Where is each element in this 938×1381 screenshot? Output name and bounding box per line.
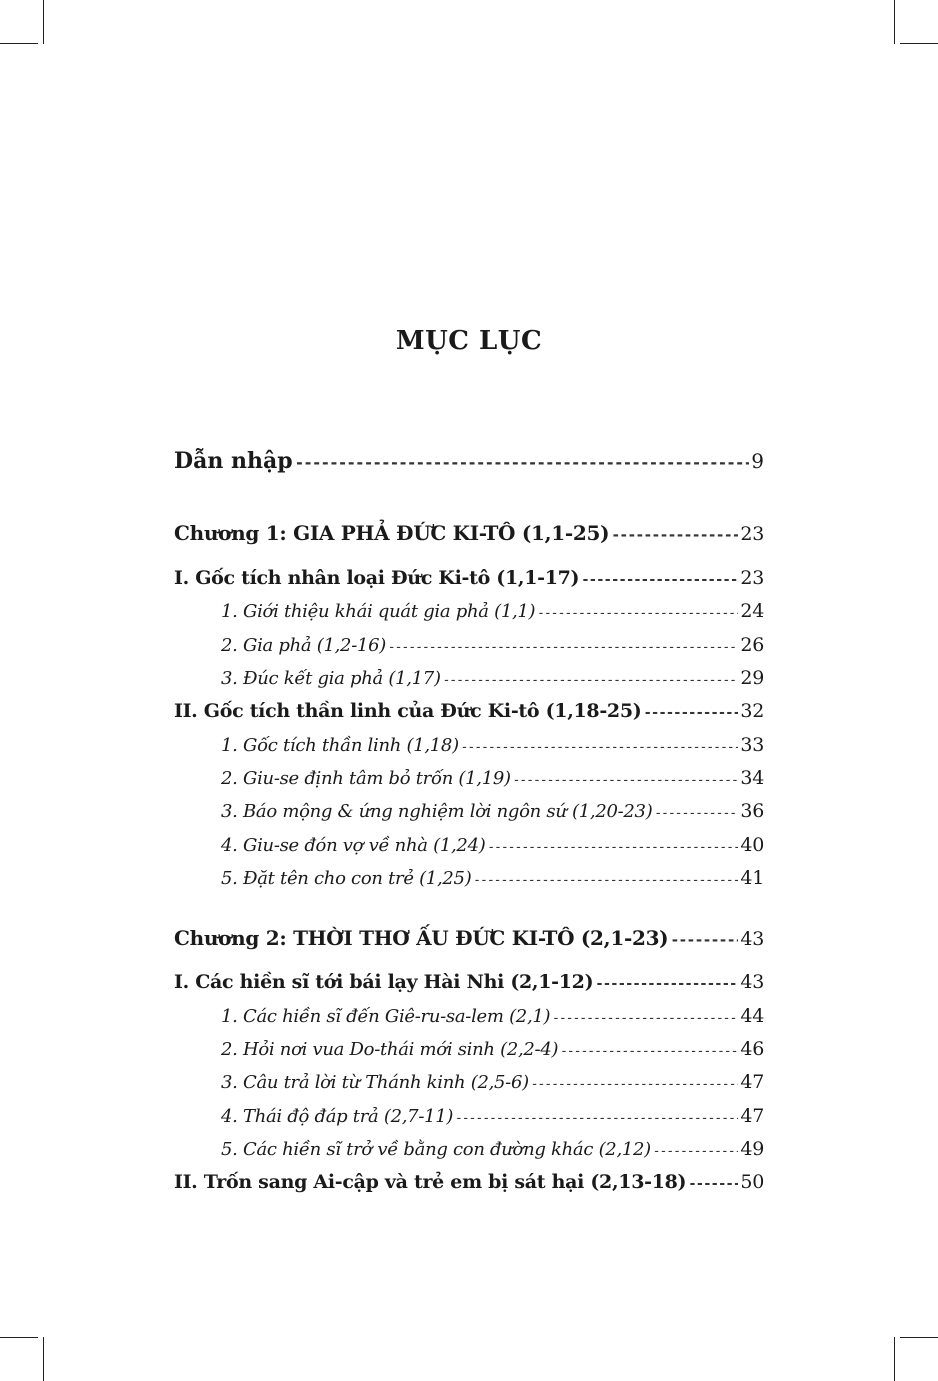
toc-page-number: 46 [740, 1038, 764, 1060]
crop-mark-bottom-right-vertical [894, 1337, 895, 1381]
toc-entry-subsection[interactable] [174, 767, 764, 789]
toc-page-number: 47 [740, 1071, 764, 1093]
crop-mark-top-left-horizontal [0, 43, 38, 44]
toc-entry-section[interactable] [174, 1171, 764, 1193]
toc-page-number: 43 [740, 971, 764, 993]
toc-label: 1. Các hiền sĩ đến Giê-ru-sa-lem (2,1) [221, 1006, 551, 1027]
table-of-contents [174, 0, 764, 1381]
crop-mark-top-right-horizontal [900, 43, 938, 44]
toc-label: 2. Hỏi nơi vua Do-thái mới sinh (2,2-4) [221, 1039, 559, 1060]
toc-label: Chương 2: THỜI THƠ ẤU ĐỨC KI-TÔ (2,1-23) [174, 926, 669, 950]
leader-dots [455, 1111, 738, 1126]
leader-dots [611, 526, 738, 544]
toc-entry-chapter[interactable] [174, 926, 764, 950]
toc-entry-subsection[interactable] [174, 1005, 764, 1027]
leader-dots [688, 1176, 738, 1192]
toc-entry-subsection[interactable] [174, 1138, 764, 1160]
toc-page-number: 24 [740, 600, 764, 622]
toc-page-number: 50 [740, 1171, 764, 1193]
toc-label: 4. Giu-se đón vợ về nhà (1,24) [221, 835, 486, 856]
toc-entry-subsection[interactable] [174, 800, 764, 822]
toc-page-number: 26 [740, 634, 764, 656]
leader-dots [388, 640, 738, 655]
toc-entry-subsection[interactable] [174, 1038, 764, 1060]
toc-label: II. Trốn sang Ai-cập và trẻ em bị sát hại (2,13-18) [174, 1171, 687, 1193]
toc-label: 5. Đặt tên cho con trẻ (1,25) [221, 868, 472, 889]
crop-mark-top-left-vertical [43, 0, 44, 44]
toc-entry-subsection[interactable] [174, 1071, 764, 1093]
toc-label: Dẫn nhập [174, 448, 293, 474]
toc-page-number: 23 [740, 567, 764, 589]
toc-label: II. Gốc tích thần linh của Đức Ki-tô (1,18-25) [174, 700, 642, 722]
page-title: MỤC LỤC [395, 326, 543, 356]
toc-page-number: 33 [740, 734, 764, 756]
toc-entry-intro[interactable] [174, 448, 764, 474]
leader-dots [654, 806, 738, 821]
toc-page-number: 36 [740, 800, 764, 822]
leader-dots [461, 740, 739, 755]
toc-entry-subsection[interactable] [174, 734, 764, 756]
leader-dots [487, 840, 738, 855]
toc-label: I. Gốc tích nhân loại Đức Ki-tô (1,1-17) [174, 567, 580, 589]
toc-page-number: 29 [740, 667, 764, 689]
crop-mark-bottom-left-horizontal [0, 1337, 38, 1338]
toc-entry-subsection[interactable] [174, 867, 764, 889]
toc-page-number: 44 [740, 1005, 764, 1027]
toc-page-number: 9 [751, 449, 764, 473]
leader-dots [552, 1011, 738, 1026]
toc-page-number: 49 [740, 1138, 764, 1160]
toc-entry-subsection[interactable] [174, 834, 764, 856]
toc-label: 3. Đúc kết gia phả (1,17) [221, 668, 441, 689]
crop-mark-top-right-vertical [894, 0, 895, 44]
toc-entry-section[interactable] [174, 700, 764, 722]
toc-label: 4. Thái độ đáp trả (2,7-11) [221, 1106, 454, 1127]
toc-entry-section[interactable] [174, 567, 764, 589]
toc-page-number: 41 [740, 867, 764, 889]
toc-page-number: 40 [740, 834, 764, 856]
leader-dots [443, 673, 739, 688]
toc-entry-chapter[interactable] [174, 521, 764, 545]
leader-dots [643, 705, 738, 721]
leader-dots [670, 931, 738, 949]
leader-dots [653, 1144, 739, 1159]
toc-label: 2. Gia phả (1,2-16) [221, 635, 387, 656]
leader-dots [473, 873, 738, 888]
toc-label: 3. Câu trả lời từ Thánh kinh (2,5-6) [221, 1072, 529, 1093]
toc-label: 3. Báo mộng & ứng nghiệm lời ngôn sứ (1,20-23) [221, 801, 653, 822]
toc-label: 2. Giu-se định tâm bỏ trốn (1,19) [221, 768, 511, 789]
toc-entry-subsection[interactable] [174, 634, 764, 656]
leader-dots [560, 1044, 738, 1059]
toc-page-number: 34 [740, 767, 764, 789]
toc-page-number: 32 [740, 700, 764, 722]
toc-label: 5. Các hiền sĩ trở về bằng con đường khác (2,12) [221, 1139, 651, 1160]
toc-entry-section[interactable] [174, 971, 764, 993]
leader-dots [531, 1077, 739, 1092]
toc-label: 1. Giới thiệu khái quát gia phả (1,1) [221, 601, 536, 622]
leader-dots [595, 976, 738, 992]
toc-label: 1. Gốc tích thần linh (1,18) [221, 735, 459, 756]
leader-dots [537, 606, 738, 621]
toc-page-number: 43 [740, 928, 764, 950]
leader-dots [295, 453, 750, 472]
leader-dots [513, 773, 739, 788]
toc-label: I. Các hiền sĩ tới bái lạy Hài Nhi (2,1-12) [174, 971, 594, 993]
toc-entry-subsection[interactable] [174, 1105, 764, 1127]
crop-mark-bottom-left-vertical [43, 1337, 44, 1381]
toc-page-number: 23 [740, 523, 764, 545]
leader-dots [581, 572, 738, 588]
toc-label: Chương 1: GIA PHẢ ĐỨC KI-TÔ (1,1-25) [174, 521, 610, 545]
toc-entry-subsection[interactable] [174, 667, 764, 689]
toc-entry-subsection[interactable] [174, 600, 764, 622]
crop-mark-bottom-right-horizontal [900, 1337, 938, 1338]
toc-page-number: 47 [740, 1105, 764, 1127]
